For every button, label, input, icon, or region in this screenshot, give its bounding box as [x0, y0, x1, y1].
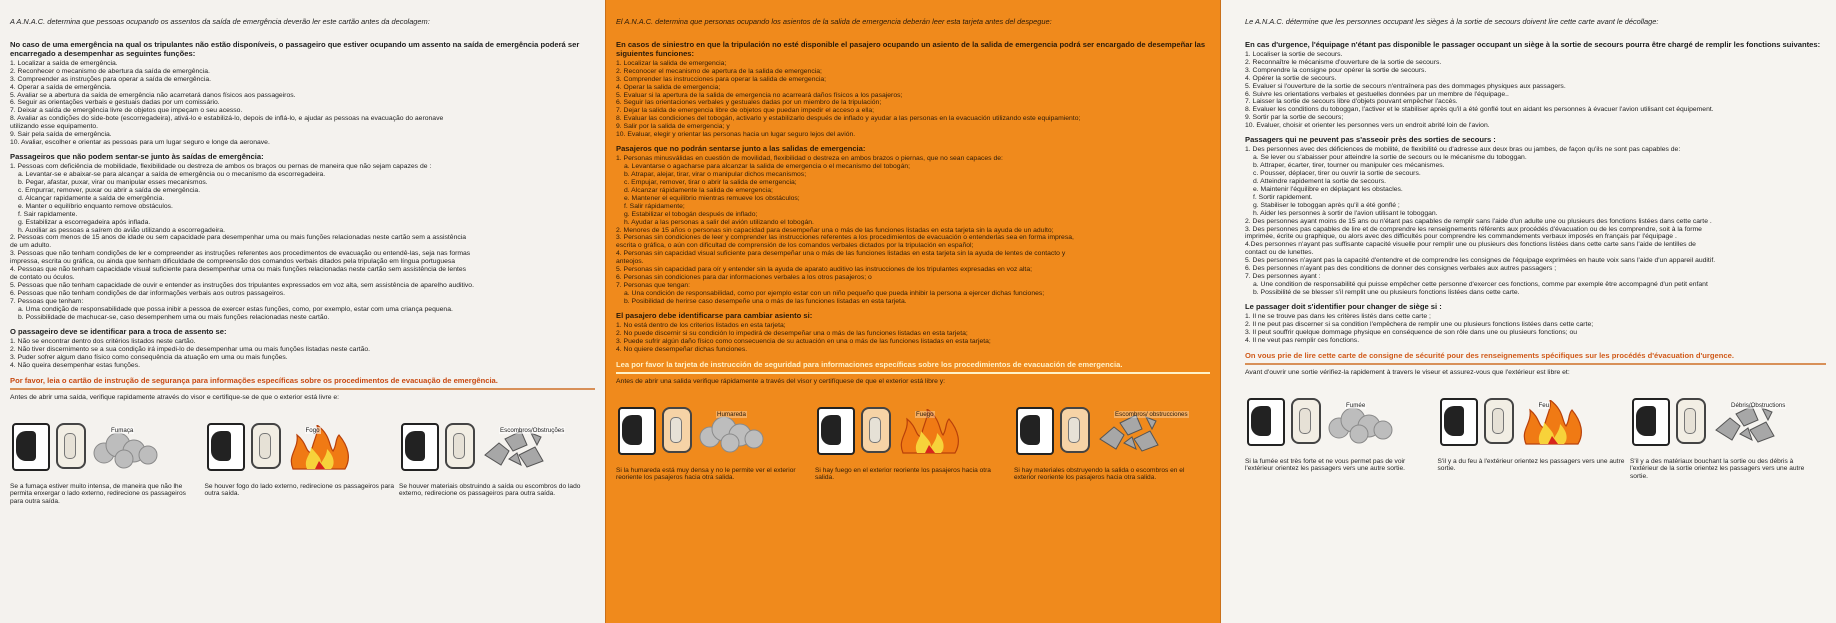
- list-item: 2. Des personnes ayant moins de 15 ans ou n'étant pas capables de remplir sans l'aide d'un adulte une ou plusieurs des fonctions listées dans cette carte .: [1245, 217, 1712, 225]
- list-item: 9. Sortir par la sortie de secours;: [1245, 114, 1344, 122]
- fire-icon: [1518, 400, 1588, 446]
- reseat-heading: Le passager doit s'identifier pour changer de siège si :: [1245, 301, 1442, 311]
- list-item: 1. Pessoas com deficiência de mobilidade, flexibilidade ou destreza de ambos os braços ou pernas de maneira que não sejam capazes de :: [10, 163, 432, 171]
- list-item: c. Empurrar, remover, puxar ou abrir a saída de emergência.: [18, 186, 201, 194]
- list-item: 9. Salir por la salida de emergencia; y: [616, 123, 730, 131]
- list-item: 4. Pessoas que não tenham capacidade visual suficiente para desempenhar uma ou mais funções relacionadas neste cartão sem assistência de lentes: [10, 266, 467, 274]
- hazard-label: Feu: [1538, 401, 1550, 409]
- hazard-fire: [815, 403, 1005, 482]
- hazard-row: [10, 419, 595, 506]
- list-item: a. Se lever ou s'abaisser pour atteindre la sortie de secours ou le mécanisme du toboggan.: [1253, 154, 1527, 162]
- list-item: 1. No está dentro de los criterios listados en esta tarjeta;: [616, 321, 786, 329]
- panel-portuguese: [0, 0, 605, 623]
- hazard-label: Fuego: [916, 410, 934, 418]
- list-item: h. Ayudar a las personas a salir del avión utilizando el tobogán.: [624, 218, 814, 226]
- hazard-illustration: [616, 403, 806, 465]
- passenger-looking-icon: [207, 423, 245, 471]
- safety-card-notice: Por favor, leia o cartão de instrução de segurança para informações específicas sobre os procedimentos de evacuação de emergência.: [10, 376, 595, 390]
- window-check-text: Antes de abrir uma saída, verifique rapidamente através do visor e certifique-se de que o exterior está livre e:: [10, 393, 340, 401]
- list-item: escrita o gráfica, o aún con dificultad de comprensión de los comandos verbales dictados por la tripulación en español;: [616, 242, 974, 250]
- list-item: 7. Personas que tengan:: [616, 282, 691, 290]
- reseat-list: [10, 338, 595, 370]
- list-item: d. Atteindre rapidement la sortie de secours.: [1253, 177, 1386, 185]
- panel-french: [1221, 0, 1836, 623]
- hazard-fire: [205, 419, 395, 506]
- hazard-illustration: [815, 403, 1005, 465]
- list-item: 4. Operar a saída de emergência.: [10, 83, 112, 91]
- list-item: 7. Laisser la sortie de secours libre d'objets pouvant empêcher l'accès.: [1245, 98, 1458, 106]
- list-item: e. Maintenir l'équilibre en déplaçant les obstacles.: [1253, 185, 1403, 193]
- passenger-looking-icon: [817, 407, 855, 455]
- hazard-caption: Si la humareda está muy densa y no le permite ver el exterior reoriente los pasajeros hacia otra salida.: [616, 466, 796, 482]
- hazard-caption: S'il y a des matériaux bouchant la sortie ou des débris à l'extérieur de la sortie orientez les passagers vers une autre sortie.: [1630, 457, 1805, 480]
- hazard-label: Fumée: [1346, 401, 1366, 409]
- hazard-illustration: [1630, 394, 1820, 456]
- list-item: 2. No puede discernir si su condición lo impedirá de desempeñar una o más de las funciones listadas en esta tarjeta;: [616, 329, 968, 337]
- list-item: 3. Des personnes pas capables de lire et de comprendre les renseignements référents aux procédés d'évacuation ou de les comprendre, soit à la forme: [1245, 225, 1702, 233]
- hazard-debris: [1014, 403, 1204, 482]
- hazard-label: Débris/Obstructions: [1731, 401, 1786, 409]
- list-item: 6. Des personnes n'ayant pas des conditions de donner des consignes verbales aux autres passagers ;: [1245, 265, 1557, 273]
- list-item: d. Alcançar rapidamente a saída de emergência.: [18, 194, 165, 202]
- restrictions-heading: Passagers qui ne peuvent pas s'asseoir près des sorties de secours :: [1245, 135, 1496, 145]
- list-item: 8. Avaliar as condições do side-bote (escorregadeira), ativá-lo e estabilizá-lo, depois de inflá-lo, e ajudar as pessoas na evacuação do aeronave: [10, 115, 444, 123]
- list-item: 9. Sair pela saída de emergência.: [10, 131, 112, 139]
- panel-intro: A A.N.A.C. determina que pessoas ocupando os assentos da saída de emergência deverão ler este cartão antes da decolagem:: [10, 17, 430, 26]
- list-item: 8. Evaluar las condiciones del tobogán, activarlo y estabilizarlo después de inflado y ayudar a las personas en la evacuación utilizando este equipamiento;: [616, 115, 1081, 123]
- list-item: de um adulto.: [10, 242, 52, 250]
- list-item: a. Une condition de responsabilité qui puisse empêcher cette personne d'exercer ces fonctions, comme par exemple être accompagné d'un petit enfant: [1253, 281, 1708, 289]
- restrictions-heading: Pasajeros que no podrán sentarse junto a las salidas de emergencia:: [616, 144, 866, 154]
- hazard-illustration: [10, 419, 200, 481]
- exit-window-icon: [861, 407, 891, 453]
- panel-intro: Le A.N.A.C. détermine que les personnes occupant les sièges à la sortie de secours doivent lire cette carte avant le décollage:: [1245, 17, 1659, 26]
- panel-spanish: [605, 0, 1221, 623]
- panel-intro: El A.N.A.C. determina que personas ocupando los asientos de la salida de emergencia deberán leer esta tarjeta antes del despegue:: [616, 17, 1052, 26]
- reseat-heading: El pasajero debe identificarse para cambiar asiento si:: [616, 310, 813, 320]
- list-item: 4.Des personnes n'ayant pas suffisante capacité visuelle pour remplir une ou plusieurs des fonctions listées dans cette carte sans l'aide de lentilles de: [1245, 241, 1696, 249]
- list-item: 7. Deixar a saída de emergência livre de objetos que impeçam o seu acesso.: [10, 107, 243, 115]
- duties-heading: En cas d'urgence, l'équipage n'étant pas disponible le passager occupant un siège à la sortie de secours pourra être chargé de remplir les fonctions suivantes:: [1245, 39, 1821, 49]
- list-item: 4. Personas sin capacidad visual suficiente para desempeñar una o más de las funciones listadas en esta tarjeta sin la ayuda de lentes de contacto y: [616, 250, 1066, 258]
- hazard-debris: [1630, 394, 1820, 481]
- duties-list: [1245, 51, 1826, 130]
- list-item: 2. Menores de 15 años o personas sin capacidad para desempeñar una o más de las funciones listadas en esta tarjeta sin la ayuda de un adulto;: [616, 226, 1054, 234]
- list-item: b. Possibilité de se blesser s'il remplit une ou plusieurs fonctions listées dans cette carte.: [1253, 289, 1520, 297]
- hazard-label: Fogo: [305, 426, 320, 434]
- exit-window-icon: [445, 423, 475, 469]
- exit-window-icon: [1060, 407, 1090, 453]
- list-item: 6. Seguir as orientações verbais e gestuais dadas por um comissário.: [10, 99, 220, 107]
- list-item: 3. Puede sufrir algún daño físico como consecuencia de su actuación en una o más de las funciones listadas en esta tarjeta;: [616, 337, 991, 345]
- list-item: 6. Personas sin condiciones para dar informaciones verbales a los otros pasajeros; o: [616, 274, 872, 282]
- hazard-row: [616, 403, 1210, 482]
- list-item: 3. Compreender as instruções para operar a saída de emergência.: [10, 75, 211, 83]
- hazard-smoke: [1245, 394, 1435, 481]
- window-check-text: Avant d'ouvrir une sortie vérifiez-la rapidement à travers le viseur et assurez-vous que l'extérieur est libre et:: [1245, 368, 1570, 376]
- hazard-label: Fumaça: [111, 426, 134, 434]
- list-item: 5. Avaliar se a abertura da saída de emergência não acarretará danos físicos aos passageiros.: [10, 91, 296, 99]
- list-item: 1. Localizar a saída de emergência.: [10, 59, 118, 67]
- hazard-label: Escombros/Obstruções: [500, 426, 565, 434]
- reseat-list: [616, 322, 1210, 354]
- list-item: a. Levantarse o agacharse para alcanzar la salida de emergencia o el mecanismo del tobogán;: [624, 163, 911, 171]
- hazard-caption: Se houver materiais obstruindo a saída ou escombros do lado externo, redirecione os passageiros para outra saída.: [399, 482, 581, 498]
- hazard-caption: Si hay fuego en el exterior reoriente los pasajeros hacia otra salida.: [815, 466, 991, 482]
- list-item: 2. Não tiver discernimento se a sua condição irá impedi-lo de desempenhar uma ou mais funções listadas neste cartão.: [10, 345, 371, 353]
- hazard-illustration: [1438, 394, 1628, 456]
- list-item: f. Sair rapidamente.: [18, 210, 78, 218]
- hazard-caption: Si hay materiales obstruyendo la salida o escombros en el exterior reoriente los pasajeros hacia otra salida.: [1014, 466, 1185, 482]
- list-item: c. Pousser, déplacer, tirer ou ouvrir la sortie de secours.: [1253, 169, 1421, 177]
- list-item: d. Alcanzar rápidamente la salida de emergencia;: [624, 186, 773, 194]
- list-item: 5. Personas sin capacidad para oír y entender sin la ayuda de aparato auditivo las instrucciones de los tripulantes expresadas en voz alta;: [616, 266, 1032, 274]
- duties-heading: No caso de uma emergência na qual os tripulantes não estão disponíveis, o passageiro que estiver ocupando um assento na saída de emergência poderá ser encarregado a desempenhar as seguintes funções:: [10, 39, 580, 58]
- list-item: c. Empujar, remover, tirar o abrir la salida de emergencia;: [624, 178, 797, 186]
- list-item: 3. Comprender las instrucciones para operar la salida de emergencia;: [616, 75, 827, 83]
- passenger-looking-icon: [401, 423, 439, 471]
- restrictions-list: [616, 155, 1210, 306]
- passenger-looking-icon: [1247, 398, 1285, 446]
- list-item: h. Aider les personnes à sortir de l'avion utilisant le toboggan.: [1253, 209, 1438, 217]
- duties-list: [10, 60, 595, 147]
- list-item: 6. Pessoas que não tenham condições de dar informações verbais aos outros passageiros.: [10, 290, 286, 298]
- hazard-row: [1245, 394, 1826, 481]
- list-item: 4. Operar la salida de emergencia;: [616, 83, 721, 91]
- hazard-illustration: [1245, 394, 1435, 456]
- passenger-looking-icon: [1632, 398, 1670, 446]
- list-item: 1. Des personnes avec des déficiences de mobilité, de flexibilité ou d'adresse aux deux bras ou jambes, de façon qu'ils ne sont pas capables de:: [1245, 146, 1681, 154]
- list-item: 5. Pessoas que não tenham capacidade de ouvir e entender as instruções dos tripulantes expressados em voz alta, sem assistência de aparelho auditivo.: [10, 282, 474, 290]
- list-item: a. Levantar-se e abaixar-se para alcançar a saída de emergência ou o mecanismo da escorregadeira.: [18, 170, 326, 178]
- passenger-looking-icon: [12, 423, 50, 471]
- list-item: 5. Evaluar si la apertura de la salida de emergencia no acarreará daños físicos a los pasajeros;: [616, 91, 903, 99]
- exit-window-icon: [1676, 398, 1706, 444]
- list-item: b. Pegar, afastar, puxar, virar ou manipular esses mecanismos.: [18, 178, 208, 186]
- list-item: g. Estabilizar a escorregadeira após inflada.: [18, 218, 151, 226]
- list-item: 3. Puder sofrer algum dano físico como consequência da atuação em uma ou mais funções.: [10, 353, 288, 361]
- list-item: 4. No quiere desempeñar dichas funciones.: [616, 345, 748, 353]
- list-item: 7. Des personnes ayant :: [1245, 273, 1321, 281]
- hazard-caption: S'il y a du feu à l'extérieur orientez les passagers vers une autre sortie.: [1437, 457, 1625, 473]
- passenger-looking-icon: [1016, 407, 1054, 455]
- list-item: contact ou de lunettes.: [1245, 249, 1314, 257]
- list-item: 1. Localiser la sortie de secours.: [1245, 50, 1343, 58]
- list-item: e. Manter o equilíbrio enquanto remove obstáculos.: [18, 202, 173, 210]
- exit-window-icon: [56, 423, 86, 469]
- hazard-caption: Si la fumée est très forte et ne vous permet pas de voir l'extérieur orientez les passagers vers une autre sortie.: [1245, 457, 1406, 473]
- list-item: 7. Pessoas que tenham:: [10, 297, 84, 305]
- passenger-looking-icon: [618, 407, 656, 455]
- reseat-heading: O passageiro deve se identificar para a troca de assento se:: [10, 326, 227, 336]
- list-item: imprimée, écrite ou graphique, ou alors avec des difficultés pour comprendre les commandements verbaux imposés en français par l'équipage .: [1245, 233, 1677, 241]
- hazard-smoke: [10, 419, 200, 506]
- list-item: 1. Il ne se trouve pas dans les critères listés dans cette carte ;: [1245, 312, 1431, 320]
- list-item: 7. Dejar la salida de emergencia libre de objetos que puedan impedir el acceso a ella;: [616, 107, 875, 115]
- list-item: b. Posibilidad de herirse caso desempeñe una o más de las funciones listadas en esta tarjeta.: [624, 297, 907, 305]
- list-item: f. Salir rápidamente;: [624, 202, 685, 210]
- list-item: 3. Il peut souffrir quelque dommage physique en conséquence de son rôle dans une ou plusieurs fonctions; ou: [1245, 328, 1578, 336]
- list-item: b. Possibilidade de machucar-se, caso desempenhem uma ou mais funções relacionadas neste cartão.: [18, 313, 330, 321]
- list-item: 6. Seguir las orientaciones verbales y gestuales dadas por un miembro de la tripulación;: [616, 99, 882, 107]
- list-item: 5. Évaluer si l'ouverture de la sortie de secours n'entraînera pas des dommages physiques aux passagers.: [1245, 82, 1566, 90]
- list-item: de contato ou óculos.: [10, 274, 75, 282]
- list-item: g. Stabiliser le toboggan après qu'il a été gonflé ;: [1253, 201, 1400, 209]
- list-item: b. Atrapar, alejar, tirar, virar o manipular dichos mecanismos;: [624, 170, 807, 178]
- list-item: g. Estabilizar el tobogán después de inflado;: [624, 210, 758, 218]
- list-item: 4. Não queira desempenhar estas funções.: [10, 361, 140, 369]
- hazard-fire: [1438, 394, 1628, 481]
- list-item: 2. Reconnaître le mécanisme d'ouverture de la sortie de secours.: [1245, 58, 1442, 66]
- exit-window-icon: [662, 407, 692, 453]
- exit-window-icon: [251, 423, 281, 469]
- exit-window-icon: [1291, 398, 1321, 444]
- list-item: 1. Localizar la salida de emergencia;: [616, 59, 727, 67]
- hazard-caption: Se houver fogo do lado externo, redirecione os passageiros para outra saída.: [204, 482, 395, 498]
- hazard-illustration: [399, 419, 589, 481]
- list-item: 10. Evaluar, elegir y orientar las personas hacia un lugar seguro lejos del avión.: [616, 131, 856, 139]
- restrictions-list: [1245, 146, 1826, 297]
- list-item: h. Auxiliar as pessoas a saírem do avião utilizando a escorregadeira.: [18, 226, 226, 234]
- exit-window-icon: [1484, 398, 1514, 444]
- safety-card-notice: Lea por favor la tarjeta de instrucción de seguridad para informaciones específicas sobre los procedimientos de evacuación de emergencia.: [616, 360, 1210, 374]
- restrictions-list: [10, 163, 595, 322]
- hazard-illustration: [205, 419, 395, 481]
- list-item: a. Uma condição de responsabilidade que possa inibir a pessoa de exercer estas funções, como, por exemplo, estar com uma criança pequena.: [18, 305, 453, 313]
- list-item: utilizando esse equipamento.: [10, 123, 99, 131]
- list-item: impressa, escrita ou gráfica, ou ainda que tenham dificuldade de compreensão dos comandos verbais ditados pela tripulação em língua portuguesa: [10, 258, 456, 266]
- list-item: 3. Pessoas que não tenham condições de ler e compreender as instruções referentes aos procedimentos de evacuação ou entendê-las, seja nas formas: [10, 250, 471, 258]
- list-item: 4. Il ne veut pas remplir ces fonctions.: [1245, 336, 1360, 344]
- duties-heading: En casos de siniestro en que la tripulación no esté disponible el pasajero ocupando un asiento de la salida de emergencia podrá ser encargado de desempeñar las siguientes funciones:: [616, 39, 1206, 58]
- list-item: 2. Reconocer el mecanismo de apertura de la salida de emergencia;: [616, 67, 822, 75]
- list-item: 8. Évaluer les conditions du toboggan, l'activer et le stabiliser après qu'il a été gonflé tout en aidant les personnes à évacuer l'avion utilisant cet équipement.: [1245, 106, 1714, 114]
- reseat-list: [1245, 313, 1826, 345]
- list-item: 3. Personas sin condiciones de leer y comprender las instrucciones referentes a los procedimientos de evacuación o entenderlas sea en forma impresa,: [616, 234, 1074, 242]
- list-item: 3. Comprendre la consigne pour opérer la sortie de secours.: [1245, 66, 1427, 74]
- list-item: e. Mantener el equilibrio mientras remueve los obstáculos;: [624, 194, 800, 202]
- list-item: 5. Des personnes n'ayant pas la capacité d'entendre et de comprendre les consignes de l'équipage exprimées en haute voix sans l'aide d'un appareil auditif.: [1245, 257, 1716, 265]
- list-item: a. Una condición de responsabilidad, como por ejemplo estar con un niño pequeño que pueda inhibir la persona a ejercer dichas funciones;: [624, 290, 1045, 298]
- passenger-looking-icon: [1440, 398, 1478, 446]
- list-item: 2. Pessoas com menos de 15 anos de idade ou sem capacidade para desempenhar uma ou mais funções relacionadas neste cartão sem a assistência: [10, 234, 467, 242]
- hazard-caption: Se a fumaça estiver muito intensa, de maneira que não lhe permita enxergar o lado externo, redirecione os passageiros para outra saída.: [10, 482, 186, 505]
- hazard-label: Escombros/ obstrucciones: [1115, 410, 1188, 418]
- restrictions-heading: Passageiros que não podem sentar-se junto às saídas de emergência:: [10, 152, 264, 162]
- list-item: 2. Reconhecer o mecanismo de abertura da saída de emergência.: [10, 67, 210, 75]
- list-item: 2. Il ne peut pas discerner si sa condition l'empêchera de remplir une ou plusieurs fonctions listées dans cette carte;: [1245, 320, 1594, 328]
- safety-card-notice: On vous prie de lire cette carte de consigne de sécurité pour des renseignements spécifiques sur les procédés d'évacuation d'urgence.: [1245, 351, 1826, 365]
- list-item: 4. Opérer la sortie de secours.: [1245, 74, 1337, 82]
- hazard-illustration: [1014, 403, 1204, 465]
- hazard-smoke: [616, 403, 806, 482]
- list-item: 1. Personas minusválidas en cuestión de movilidad, flexibilidad o destreza en ambos brazos o piernas, que no sean capaces de:: [616, 155, 1003, 163]
- list-item: anteojos.: [616, 258, 644, 266]
- list-item: 10. Évaluer, choisir et orienter les personnes vers un endroit abrité loin de l'avion.: [1245, 122, 1490, 130]
- window-check-text: Antes de abrir una salida verifique rápidamente a través del visor y certifíquese de que el exterior está libre y:: [616, 377, 946, 385]
- list-item: 6. Suivre les orientations verbales et gestuelles données par un membre de l'équipage..: [1245, 90, 1509, 98]
- hazard-label: Humareda: [717, 410, 746, 418]
- list-item: b. Attraper, écarter, tirer, tourner ou manipuler ces mécanismes.: [1253, 162, 1445, 170]
- duties-list: [616, 60, 1210, 139]
- list-item: f. Sortir rapidement.: [1253, 193, 1313, 201]
- list-item: 10. Avaliar, escolher e orientar as pessoas para um lugar seguro e longe da aeronave.: [10, 139, 270, 147]
- hazard-debris: [399, 419, 589, 506]
- list-item: 1. Não se encontrar dentro dos critérios listados neste cartão.: [10, 337, 196, 345]
